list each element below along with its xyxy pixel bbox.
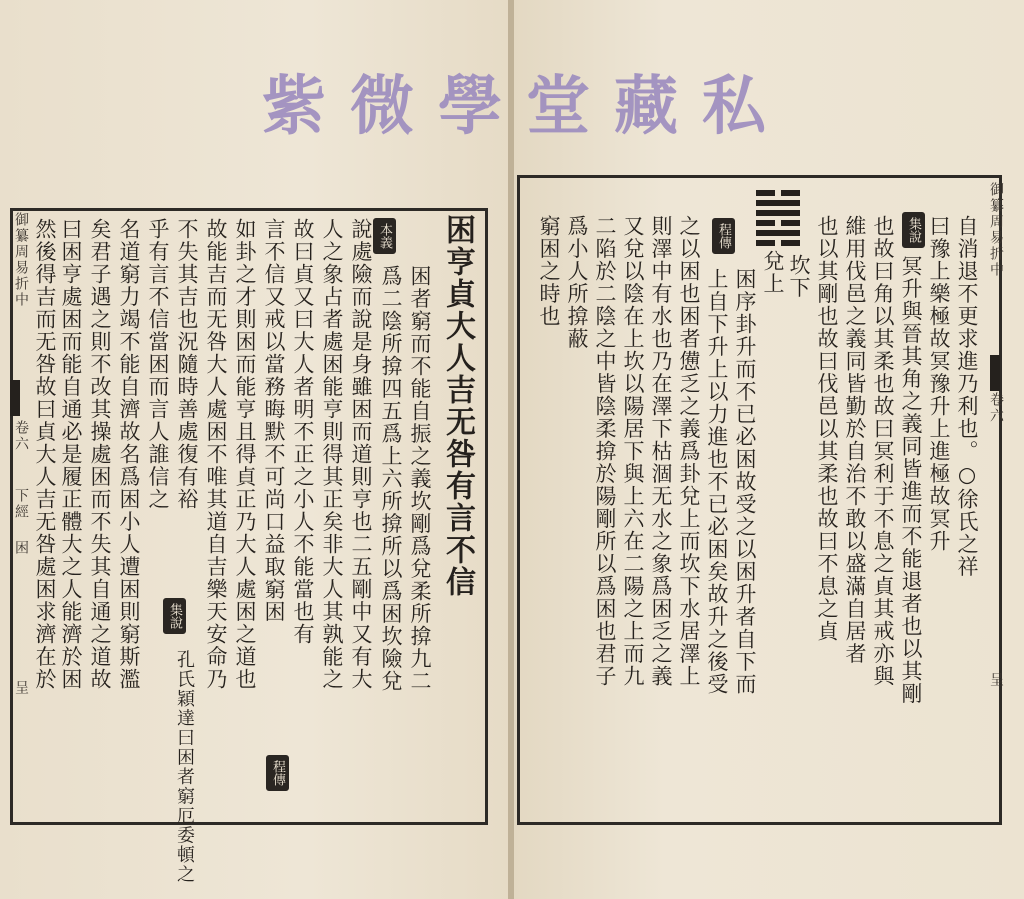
left-margin-title: 御纂周易折中	[13, 212, 29, 308]
right-text-col-13: 爲小人所揜蔽	[565, 215, 589, 350]
right-text-col-14: 窮困之時也	[537, 215, 561, 328]
collector-stamp: 紫微學堂藏私	[262, 69, 790, 144]
right-tag-jishuo: 集說	[902, 212, 925, 248]
left-tag-chengzhuan: 程傳	[266, 755, 289, 791]
right-text-col-3: 冥升與晉其角之義同皆進而不能退者也以其剛	[899, 255, 923, 705]
right-margin-volume: 卷六	[988, 392, 1004, 424]
left-heading: 困亨貞大人吉无咎有言不信	[440, 214, 475, 598]
left-text-col-4: 人之象占者處困能亨則得其正矣非大人其孰能之	[320, 218, 344, 691]
left-margin-fish-tail	[10, 380, 20, 416]
right-text-col-10: 則澤中有水也乃在澤下枯涸无水之象爲困乏之義	[649, 215, 673, 688]
left-tag-benyi: 本義	[373, 218, 396, 254]
left-text-col-7: 如卦之才則困而能亨且得貞正乃大人處困之道也	[233, 218, 257, 691]
left-text-col-14: 然後得吉而无咎故曰貞大人吉无咎處困求濟在於	[33, 218, 57, 691]
left-text-col-12: 矣君子遇之則不改其操處困而不失其自通之道故	[88, 218, 112, 691]
left-text-col-5: 故曰貞又曰大人者明不正之小人不能當也有	[291, 218, 315, 646]
left-text-col-11: 名道窮力竭不能自濟故名爲困小人遭困則窮斯濫	[117, 218, 141, 691]
left-margin-hexagram: 困	[13, 540, 29, 556]
left-jishuo-col: 孔氏穎達曰困者窮厄委頓之	[174, 650, 195, 884]
left-text-col-10: 乎有言不信當困而言人誰信之	[146, 218, 170, 511]
left-text-col-3: 說處險而說是身雖困而道則亨也二五剛中又有大	[349, 218, 373, 691]
right-text-col-6: 也以其剛也故曰伐邑以其柔也故曰不息之貞	[815, 215, 839, 643]
left-text-col-8: 故能吉而无咎大人處困不唯其道自吉樂天安命乃	[204, 218, 228, 691]
right-margin-page: 呈	[988, 672, 1004, 688]
left-text-col-9: 不失其吉也況隨時善處復有裕	[175, 218, 199, 511]
right-text-col-7: 困序卦升而不已必困故受之以困升者自下而	[733, 268, 757, 696]
left-margin-section: 下經	[13, 488, 29, 520]
left-text-col-1: 困者窮而不能自振之義坎剛爲兌柔所揜九二	[408, 265, 432, 693]
hexagram-label-lower: 坎下	[787, 254, 811, 299]
right-margin-fish-tail	[990, 355, 1000, 391]
right-tag-chengzhuan: 程傳	[712, 218, 735, 254]
right-text-col-2: 曰豫上樂極故冥豫升上進極故冥升	[927, 215, 951, 553]
right-text-col-9: 之以困也困者憊乏之義爲卦兌上而坎下水居澤上	[677, 215, 701, 688]
hexagram-label-upper: 兌上	[761, 250, 785, 295]
right-text-col-8: 上自下升上以力進也不已必困矣故升之後受	[705, 268, 729, 696]
right-text-col-4: 也故曰角以其柔也故曰冥利于不息之貞其戒亦與	[871, 215, 895, 688]
right-text-col-12: 二陷於二陰之中皆陰柔揜於陽剛所以爲困也君子	[593, 215, 617, 688]
left-margin-volume: 卷六	[13, 420, 29, 452]
right-margin-title: 御纂周易折中	[988, 182, 1004, 278]
left-text-col-13: 曰困亨處困而能自通必是履正體大之人能濟於困	[59, 218, 83, 691]
left-text-col-6: 言不信又戒以當務晦默不可尚口益取窮困	[262, 218, 286, 623]
right-text-col-5: 維用伐邑之義同皆勤於自治不敢以盛滿自居者	[843, 215, 867, 665]
left-text-col-2: 爲二陰所揜四五爲上六所揜所以爲困坎險兌	[379, 265, 403, 693]
left-tag-jishuo: 集說	[163, 598, 186, 634]
left-margin-page: 呈	[13, 680, 29, 696]
right-text-col-1: 自消退不更求進乃利也。○徐氏之祥	[955, 215, 979, 578]
right-text-col-11: 又兌以陰在上坎以陽居下與上六在二陽之上而九	[621, 215, 645, 688]
kun-hexagram-icon	[756, 190, 800, 250]
